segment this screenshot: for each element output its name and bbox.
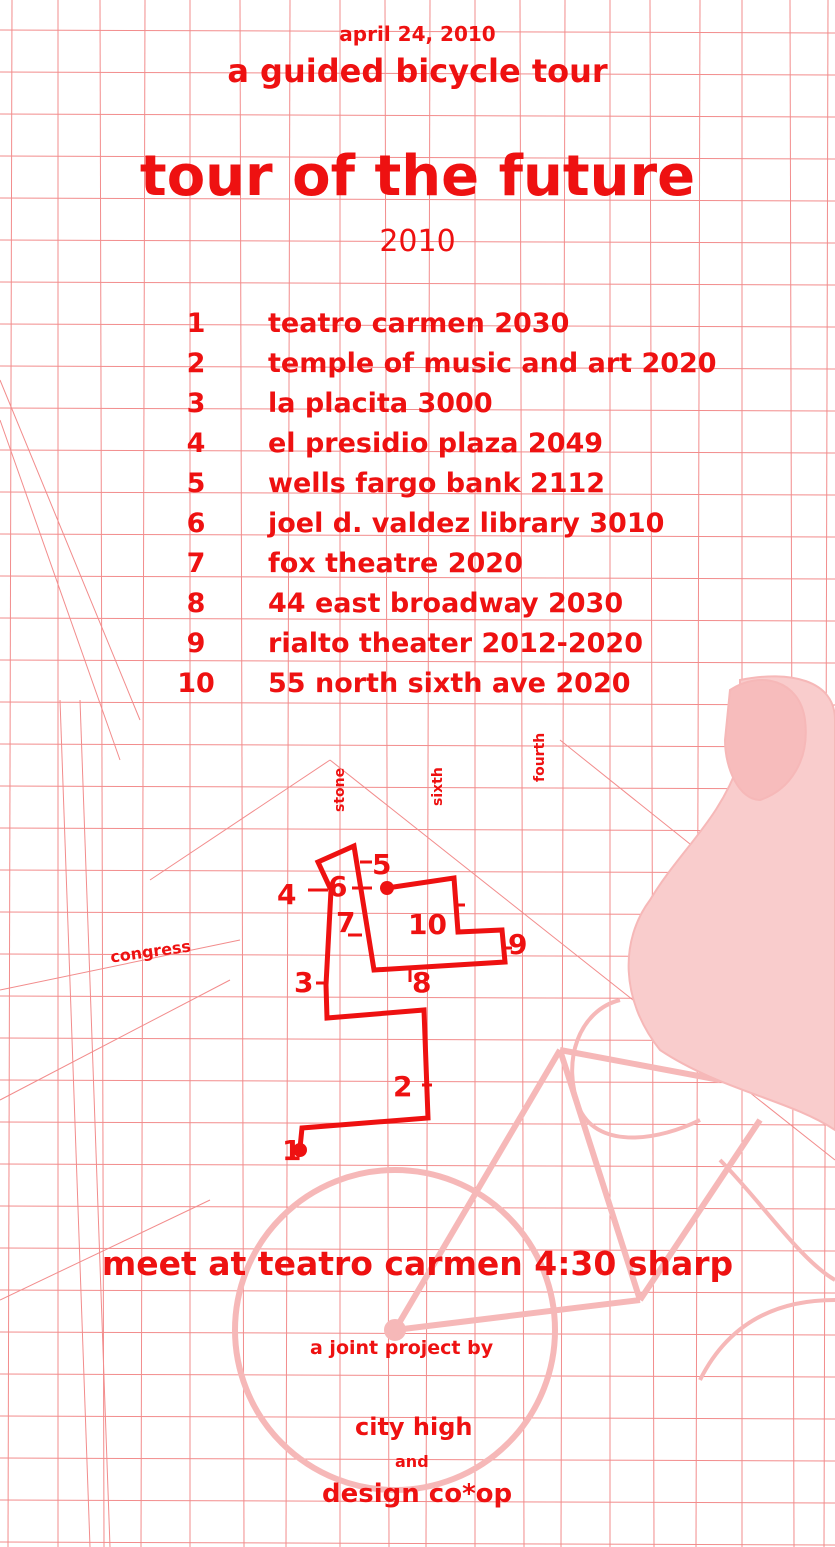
stop-number: 9 [186,628,206,659]
stop-item [0,508,835,548]
stop-number: 10 [177,668,215,699]
stop-item [0,628,835,668]
credits-conjunction: and [395,1452,429,1471]
street-line [0,980,230,1100]
event-subtitle: a guided bicycle tour [227,52,608,90]
route-marker-10: 10 [408,908,447,941]
stop-number: 3 [186,388,206,419]
stop-item [0,388,835,428]
street-line [80,700,110,1547]
route-marker-6: 6 [328,870,348,903]
stop-name: la placita 3000 [268,388,493,419]
street-line [0,1164,835,1167]
stop-name: temple of music and art 2020 [268,348,717,379]
stop-name: wells fargo bank 2112 [268,468,606,499]
stop-name: 44 east broadway 2030 [268,588,624,619]
route-marker-1: 1 [282,1134,302,1167]
event-date: april 24, 2010 [339,22,496,46]
stop-item [0,308,835,348]
street-line [0,786,835,789]
stop-number: 4 [186,428,206,459]
street-line [150,760,330,880]
stop-item [0,348,835,388]
route-marker-7: 7 [336,906,356,939]
street-line [0,114,835,117]
route-marker-4: 4 [277,878,297,911]
meeting-info: meet at teatro carmen 4:30 sharp [101,1244,734,1283]
route-marker-2: 2 [393,1070,413,1103]
street-line [0,282,835,285]
credits-intro: a joint project by [310,1337,494,1359]
stop-name: fox theatre 2020 [268,548,523,579]
route-marker-9: 9 [508,928,528,961]
credits-partner-1: city high [355,1413,473,1441]
street-line [0,744,835,747]
street-line [0,1122,835,1125]
street-label-fourth: fourth [532,732,548,782]
route-marker-8: 8 [412,966,432,999]
stop-item [0,668,835,708]
route-marker-5: 5 [372,848,392,881]
event-year: 2010 [379,224,456,259]
stop-number: 2 [186,348,206,379]
stop-name: 55 north sixth ave 2020 [268,668,631,699]
street-line [60,700,90,1547]
street-label-stone: stone [332,767,348,812]
route-marker-3: 3 [294,966,314,999]
route-end-dot [380,881,394,895]
stop-item [0,468,835,508]
stop-name: teatro carmen 2030 [268,308,570,339]
street-line [0,1332,835,1335]
credits-partner-2: design co*op [322,1479,513,1509]
bicycle-rider-illustration [235,676,835,1490]
stop-number: 7 [186,548,206,579]
stop-name: rialto theater 2012-2020 [268,628,643,659]
street-line [0,1374,835,1377]
stop-number: 1 [186,308,206,339]
stop-name: el presidio plaza 2049 [268,428,604,459]
stop-item [0,548,835,588]
street-label-congress: congress [109,936,193,967]
street-line [0,1542,835,1545]
stop-item [0,428,835,468]
street-label-sixth: sixth [430,767,446,806]
stop-number: 6 [186,508,206,539]
stop-number: 8 [186,588,206,619]
stop-item [0,588,835,628]
stop-name: joel d. valdez library 3010 [268,508,665,539]
page-title: tour of the future [139,144,696,209]
stop-number: 5 [186,468,206,499]
street-line [0,1206,835,1209]
